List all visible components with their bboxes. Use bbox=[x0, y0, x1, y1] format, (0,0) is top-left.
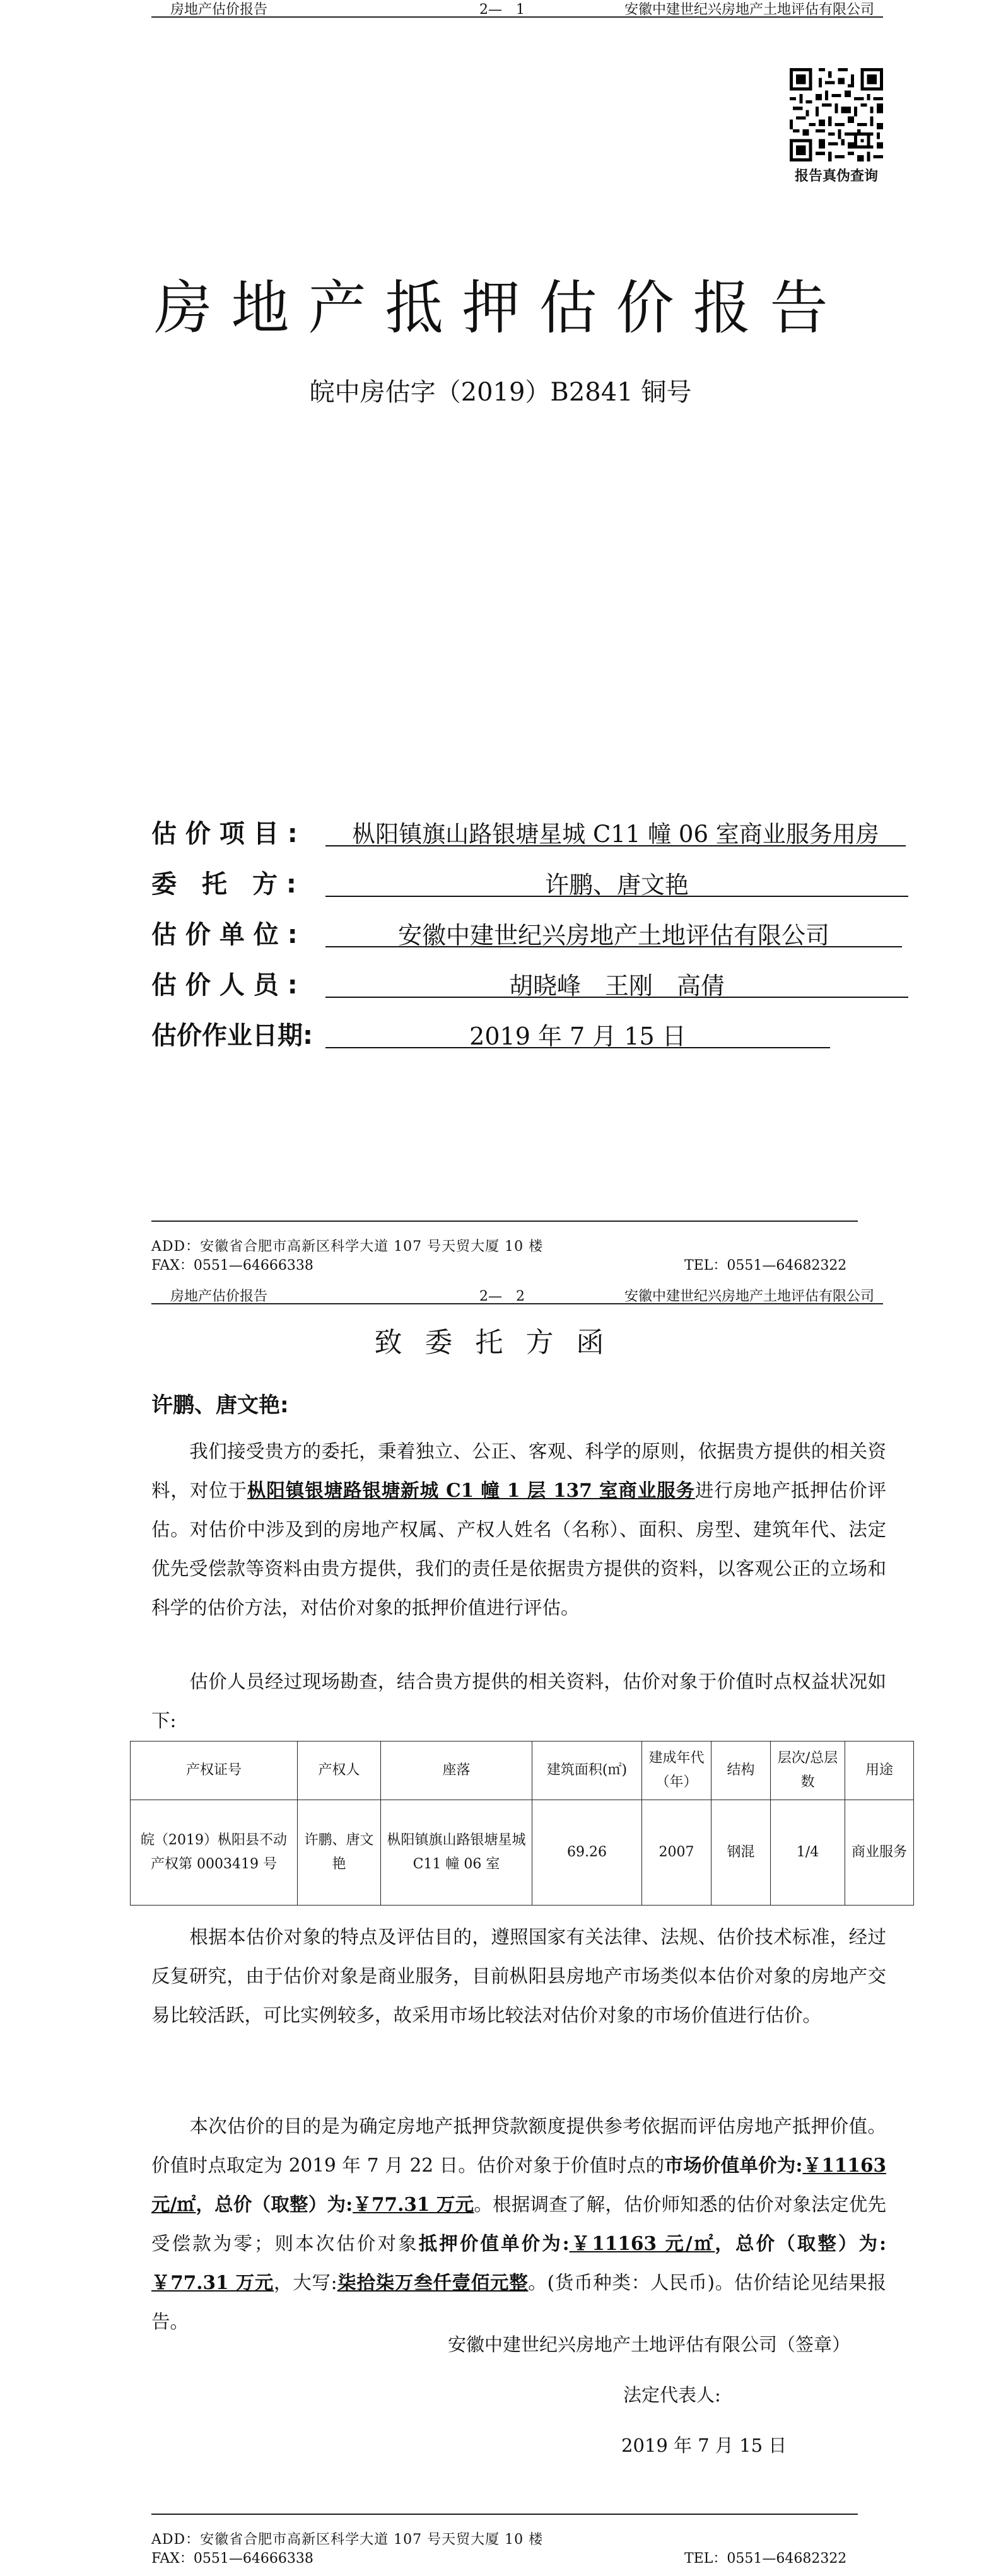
field-value: 胡晓峰 王刚 高倩 bbox=[508, 972, 725, 1000]
field-value: 2019 年 7 月 15 日 bbox=[469, 1022, 686, 1050]
field-client bbox=[151, 864, 908, 899]
field-valuation-unit bbox=[151, 915, 908, 950]
market-unit-price: ￥11163 元/㎡ bbox=[151, 2154, 886, 2215]
footer-fax: FAX：0551—64666338 bbox=[151, 1258, 313, 1273]
mortgage-unit-price: ￥11163 元/㎡ bbox=[569, 2232, 715, 2254]
table-header: 用途 bbox=[845, 1742, 914, 1800]
table-cell: 商业服务 bbox=[845, 1800, 914, 1906]
property-location: 枞阳镇银塘路银塘新城 C1 幢 1 层 137 室商业服务 bbox=[247, 1479, 695, 1501]
table-cell: 枞阳镇旗山路银塘星城 C11 幢 06 室 bbox=[381, 1800, 532, 1906]
property-rights-table bbox=[130, 1741, 914, 1906]
field-label: 估 价 项 目 : bbox=[151, 819, 298, 848]
mortgage-total-price: ￥77.31 万元 bbox=[151, 2271, 274, 2293]
table-row bbox=[131, 1800, 914, 1906]
table-header: 产权证号 bbox=[131, 1742, 298, 1800]
table-header: 产权人 bbox=[298, 1742, 381, 1800]
field-label: 委 托 方 : bbox=[151, 870, 296, 899]
footer-address: ADD：安徽省合肥市高新区科学大道 107 号天贸大厦 10 楼 bbox=[151, 1239, 544, 1255]
header-company: 安徽中建世纪兴房地产土地评估有限公司 bbox=[624, 2, 874, 18]
table-header: 座落 bbox=[381, 1742, 532, 1800]
table-header-row bbox=[131, 1742, 914, 1800]
header-company: 安徽中建世纪兴房地产土地评估有限公司 bbox=[624, 1289, 874, 1304]
table-header: 建成年代（年） bbox=[642, 1742, 711, 1800]
table-cell: 钢混 bbox=[711, 1800, 771, 1906]
table-cell: 1/4 bbox=[771, 1800, 845, 1906]
table-header: 建筑面积(㎡) bbox=[532, 1742, 642, 1800]
salutation: 许鹏、唐文艳: bbox=[151, 1393, 289, 1418]
report-number: 皖中房估字（2019）B2841 铜号 bbox=[309, 378, 692, 407]
field-label: 估 价 单 位 : bbox=[151, 920, 298, 949]
letter-title: 致委托方函 bbox=[374, 1326, 627, 1359]
letter-to-client-page bbox=[0, 1287, 1001, 2576]
paragraph-method: 根据本估价对象的特点及评估目的，遵照国家有关法律、法规、估价技术标准，经过反复研究，由于估价对象是商业服务，目前枞阳县房地产市场类似本估价对象的房地产交易比较活跃，可比实例较多，故采用市场比较法对估价对象的市场价值进行估价。 bbox=[151, 1926, 886, 2026]
header-page-number: 2— 1 bbox=[479, 2, 525, 18]
qr-caption: 报告真伪查询 bbox=[794, 168, 878, 184]
footer-fax: FAX：0551—64666338 bbox=[151, 2551, 313, 2567]
paragraph-survey: 估价人员经过现场勘查，结合贵方提供的相关资料，估价对象于价值时点权益状况如下: bbox=[151, 1671, 886, 1731]
market-total-price: ￥77.31 万元 bbox=[353, 2193, 474, 2215]
field-label: 估价作业日期: bbox=[151, 1021, 313, 1050]
footer-tel: TEL：0551—64682322 bbox=[684, 1258, 847, 1273]
report-title: 房地产抵押估价报告 bbox=[154, 274, 847, 342]
footer-tel: TEL：0551—64682322 bbox=[684, 2551, 847, 2567]
paragraph-engagement: 我们接受贵方的委托，秉着独立、公正、客观、科学的原则，依据贵方提供的相关资料，对位于枞阳镇银塘路银塘新城 C1 幢 1 层 137 室商业服务进行房地产抵押估价评估。对估价中涉及到的房地产权属、产权人姓名（名称）、面积、房型、建筑年代、法定优先受偿款等资料由贵方提供，我们的责任是依据贵方提供的资料，以客观公正的立场和科学的估价方法，对估价对象的抵押价值进行评估。 bbox=[151, 1441, 886, 1619]
total-price-in-words: 柒拾柒万叁仟壹佰元整 bbox=[337, 2271, 529, 2293]
field-value: 许鹏、唐文艳 bbox=[544, 871, 689, 899]
field-valuation-project bbox=[151, 814, 908, 849]
header-page-number: 2— 2 bbox=[479, 1289, 525, 1304]
table-cell: 2007 bbox=[642, 1800, 711, 1906]
table-cell: 皖（2019）枞阳县不动产权第 0003419 号 bbox=[131, 1800, 298, 1906]
field-work-date bbox=[151, 1016, 908, 1051]
report-cover-page bbox=[0, 0, 1001, 1287]
footer-address: ADD：安徽省合肥市高新区科学大道 107 号天贸大厦 10 楼 bbox=[151, 2532, 544, 2548]
field-value: 安徽中建世纪兴房地产土地评估有限公司 bbox=[397, 922, 829, 949]
header-report-type: 房地产估价报告 bbox=[170, 2, 268, 18]
table-header: 结构 bbox=[711, 1742, 771, 1800]
page-header bbox=[151, 0, 883, 18]
company-signature: 安徽中建世纪兴房地产土地评估有限公司（签章） bbox=[448, 2334, 851, 2355]
page-header bbox=[151, 1287, 883, 1304]
header-report-type: 房地产估价报告 bbox=[170, 1289, 268, 1304]
field-label: 估 价 人 员 : bbox=[151, 971, 298, 1000]
paragraph-conclusion: 本次估价的目的是为确定房地产抵押贷款额度提供参考依据而评估房地产抵押价值。价值时点取定为 2019 年 7 月 22 日。估价对象于价值时点的市场价值单价为:￥11163 元/㎡，总价（取整）为:￥77.31 万元。根据调查了解，估价师知悉的估价对象法定优先受偿款为零；则本次估价对象抵押价值单价为:￥11163 元/㎡，总价（取整）为:￥77.31 万元，大写:柒拾柒万叁仟壹佰元整。(货币种类：人民币)。估价结论见结果报告。 bbox=[151, 2116, 886, 2333]
letter-date: 2019 年 7 月 15 日 bbox=[621, 2435, 787, 2456]
legal-representative: 法定代表人: bbox=[623, 2384, 721, 2406]
table-header: 层次/总层数 bbox=[771, 1742, 845, 1800]
field-value: 枞阳镇旗山路银塘星城 C11 幢 06 室商业服务用房 bbox=[352, 821, 879, 848]
qr-code-icon[interactable] bbox=[790, 68, 883, 161]
table-cell: 许鹏、唐文艳 bbox=[298, 1800, 381, 1906]
field-appraisers bbox=[151, 965, 908, 1000]
table-cell: 69.26 bbox=[532, 1800, 642, 1906]
